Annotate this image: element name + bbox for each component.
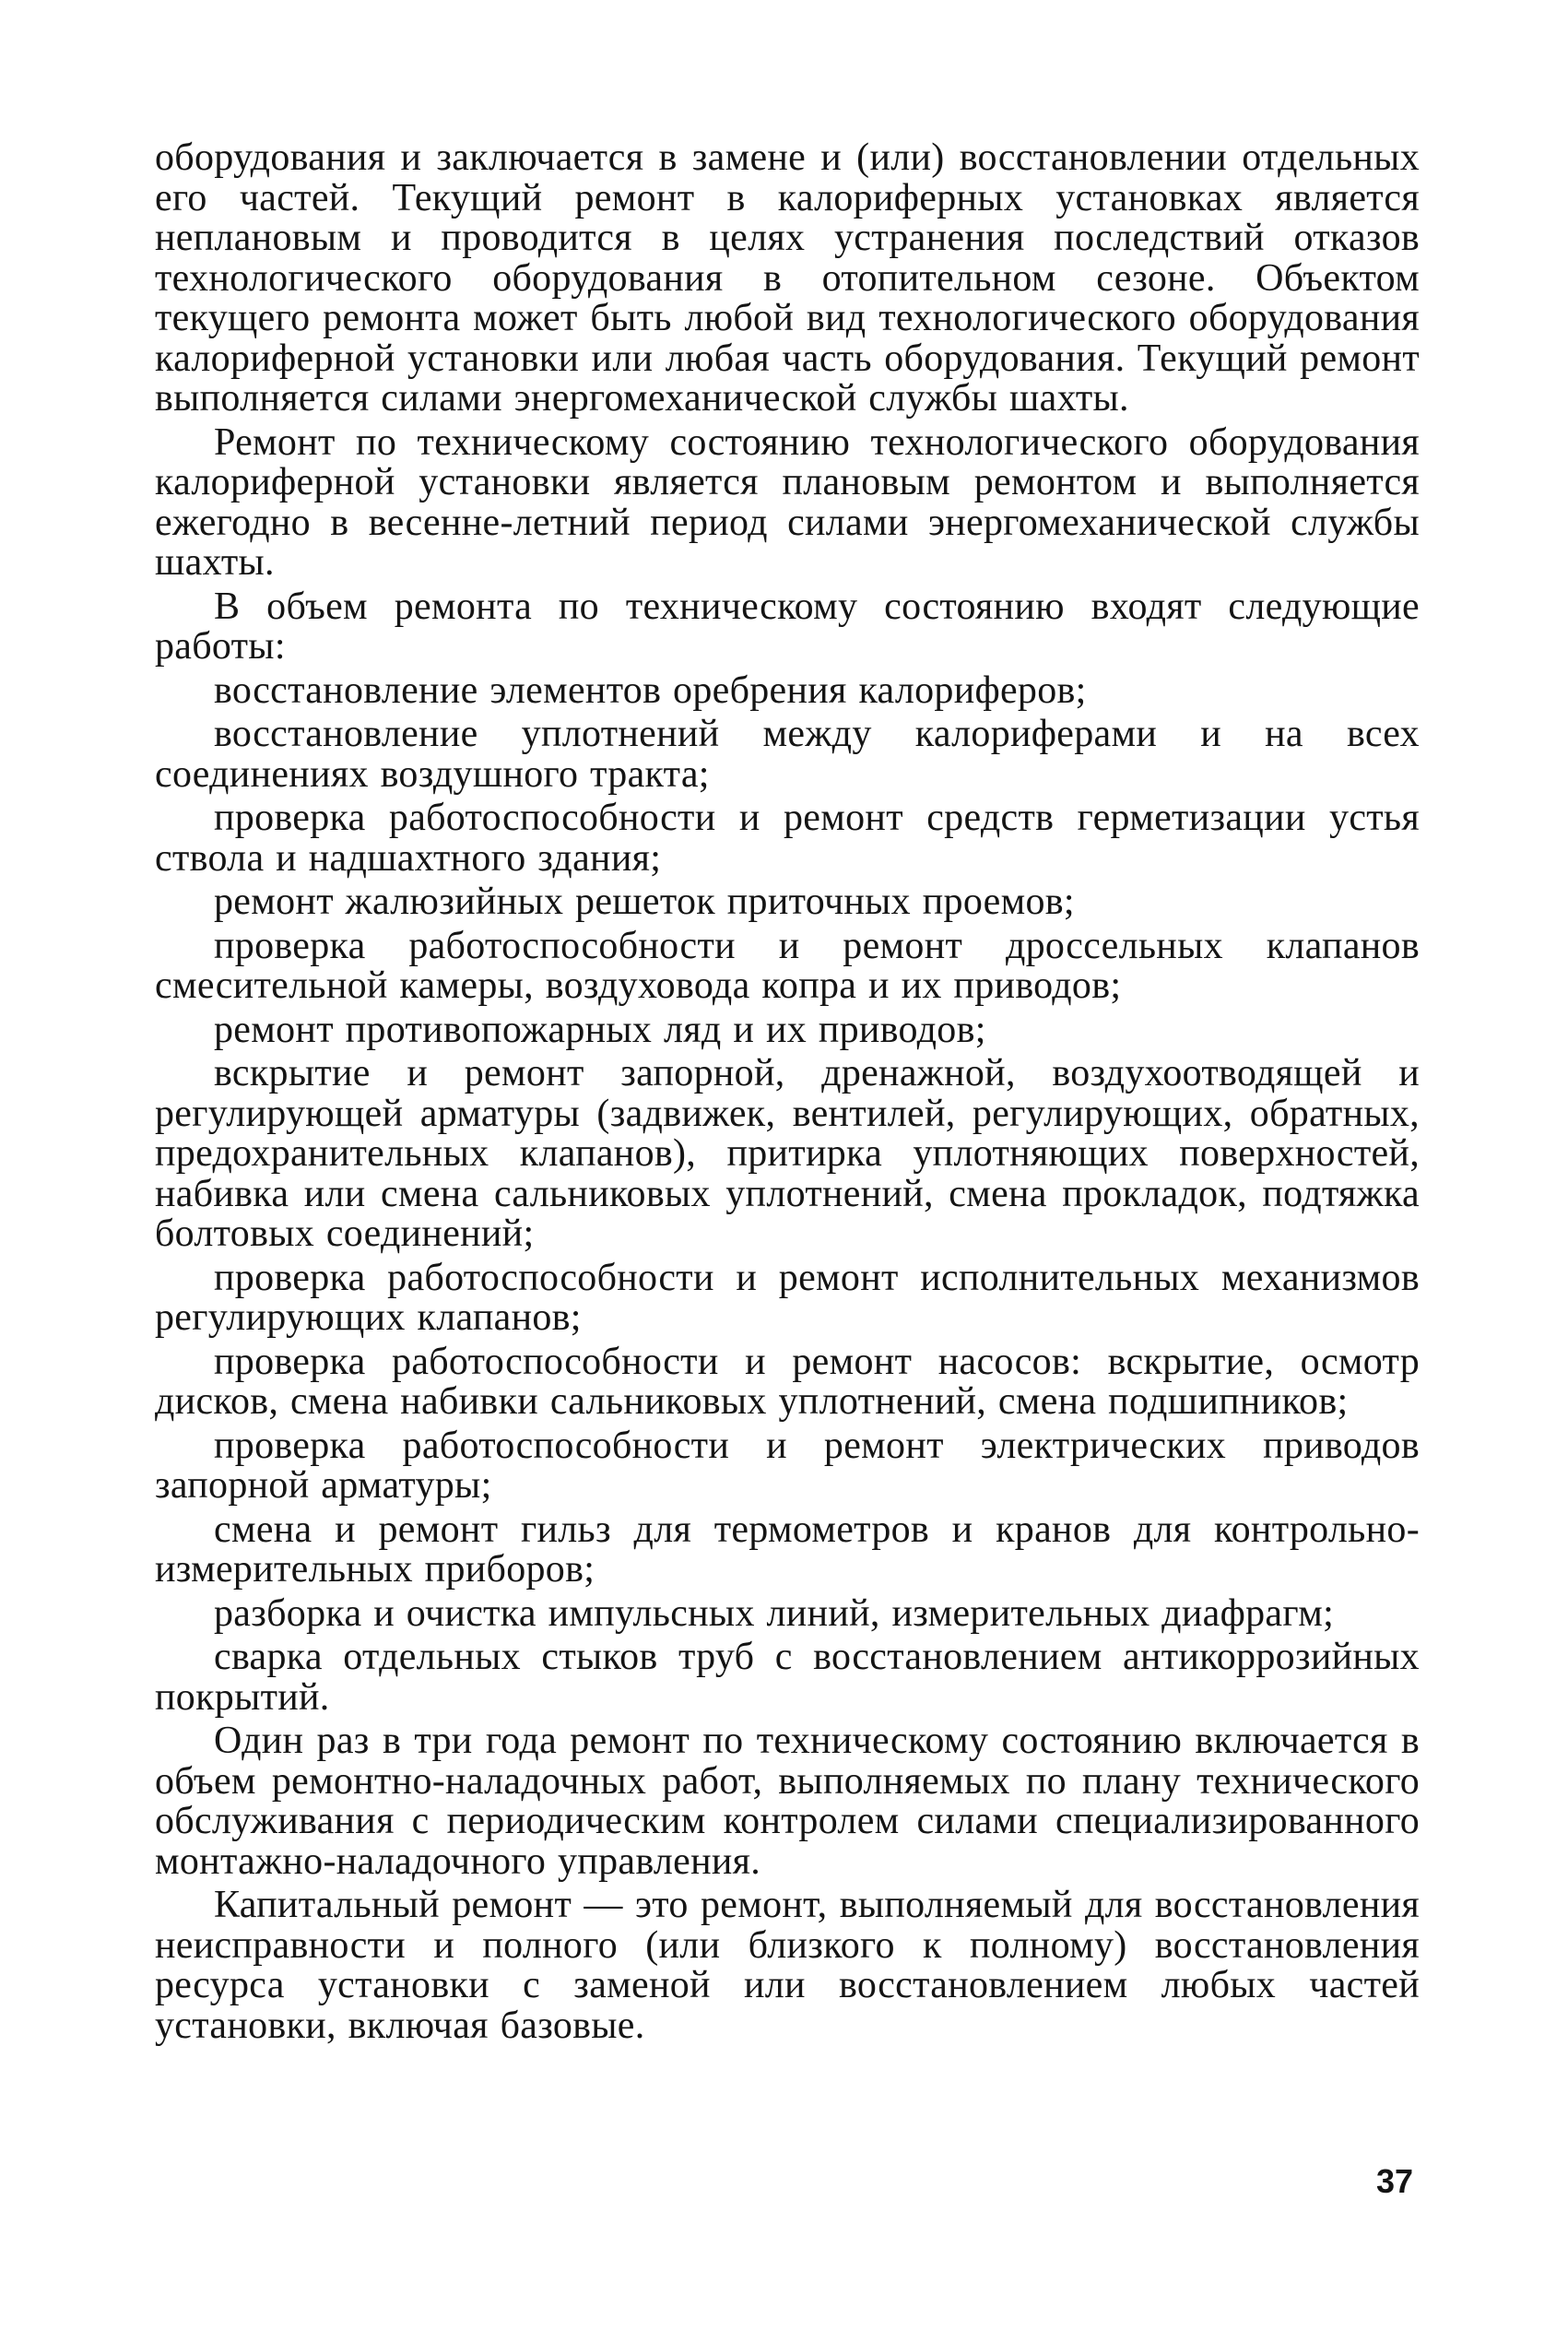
paragraph-current-repair-continued: оборудования и заключается в замене и (или) восстановлении отдельных его частей. Текущий ремонт в калориферных установках является неплановым и проводится в целях устранения последствий отказов технологического оборудования в отопительном сезоне. Объектом текущего ремонта может быть любой вид технологического оборудования калориферной установки или любая часть оборудования. Текущий ремонт выполняется силами энергомеханической службы шахты. (155, 136, 1420, 420)
list-item: восстановление элементов оребрения калориферов; (214, 668, 1087, 712)
paragraph-capital-repair: Капитальный ремонт — это ремонт, выполняемый для восстановления неисправности и полного (или близкого к полному) восстановления ресурса установки с заменой или восстановлением любых частей установки, включая базовые. (155, 1884, 1420, 2047)
paragraph-three-year-repair: Один раз в три года ремонт по техническому состоянию включается в объем ремонтно-наладочных работ, выполняемых по плану технического обслуживания с периодическим контролем силами специализированного монтажно-наладочного управления. (155, 1720, 1420, 1883)
list-item: сварка отдельных стыков труб с восстановлением антикоррозийных покрытий. (155, 1636, 1420, 1719)
list-item: ремонт противопожарных ляд и их приводов; (214, 1008, 986, 1051)
list-item: проверка работоспособности и ремонт исполнительных механизмов регулирующих клапанов; (155, 1256, 1420, 1339)
list-item: восстановление уплотнений между калориферами и на всех соединениях воздушного тракта; (155, 713, 1420, 796)
list-item: проверка работоспособности и ремонт насосов: вскрытие, осмотр дисков, смена набивки сальниковых уплотнений, смена подшипников; (155, 1340, 1420, 1423)
list-item: проверка работоспособности и ремонт электрических приводов запорной арматуры; (155, 1424, 1420, 1507)
list-item: смена и ремонт гильз для термометров и кранов для контрольно-измерительных приборов; (155, 1508, 1420, 1591)
page-body (155, 138, 1420, 2046)
list-item: проверка работоспособности и ремонт дроссельных клапанов смесительной камеры, воздуховода копра и их приводов; (155, 924, 1420, 1007)
list-item: вскрытие и ремонт запорной, дренажной, воздухоотводящей и регулирующей арматуры (задвижек, вентилей, регулирующих, обратных, предохранительных клапанов), притирка уплотняющих поверхностей, набивка или смена сальниковых уплотнений, смена прокладок, подтяжка болтовых соединений; (155, 1052, 1420, 1255)
list-item: проверка работоспособности и ремонт средств герметизации устья ствола и надшахтного здания; (155, 797, 1420, 880)
paragraph-work-scope-intro: В объем ремонта по техническому состоянию входят следующие работы: (155, 585, 1420, 668)
paragraph-condition-repair: Ремонт по техническому состоянию технологического оборудования калориферной установки является плановым ремонтом и выполняется ежегодно в весенне-летний период силами энергомеханической службы шахты. (155, 420, 1420, 584)
work-list (155, 668, 1420, 1719)
list-item: ремонт жалюзийных решеток приточных проемов; (214, 881, 1075, 923)
page-number: 37 (1375, 2162, 1413, 2200)
list-item: разборка и очистка импульсных линий, измерительных диафрагм; (214, 1591, 1335, 1635)
